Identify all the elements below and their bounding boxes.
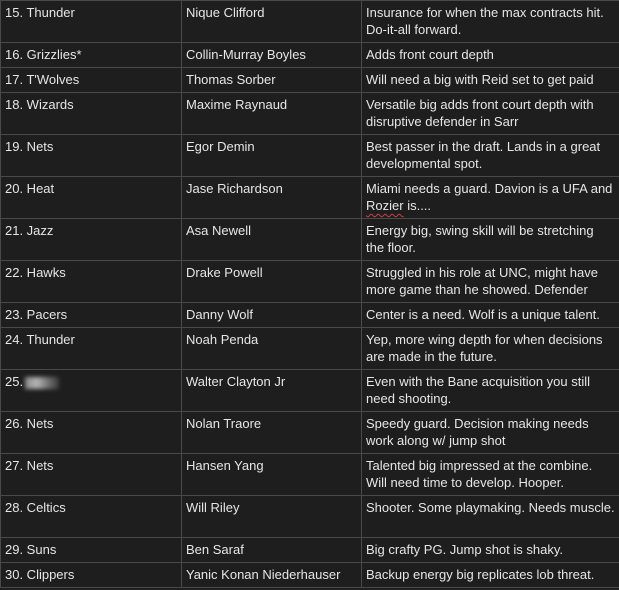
pick-cell[interactable]: 20. Heat: [1, 177, 182, 219]
redacted-team-blur: [25, 377, 59, 389]
player-cell[interactable]: Will Riley: [182, 496, 362, 538]
table-row: [1, 454, 619, 496]
player-cell[interactable]: Danny Wolf: [182, 303, 362, 328]
note-cell[interactable]: Speedy guard. Decision making needs work along w/ jump shot: [362, 412, 619, 454]
player-cell[interactable]: Hansen Yang: [182, 454, 362, 496]
pick-cell[interactable]: 30. Clippers: [1, 563, 182, 588]
pick-cell[interactable]: 21. Jazz: [1, 219, 182, 261]
pick-cell[interactable]: 16. Grizzlies*: [1, 43, 182, 68]
table-row: [1, 135, 619, 177]
player-cell[interactable]: Collin-Murray Boyles: [182, 43, 362, 68]
table-row: [1, 177, 619, 219]
table-row: [1, 43, 619, 68]
table-row: [1, 303, 619, 328]
table-row: [1, 68, 619, 93]
table-row: [1, 370, 619, 412]
player-cell[interactable]: Jase Richardson: [182, 177, 362, 219]
player-cell[interactable]: Ben Saraf: [182, 538, 362, 563]
pick-cell[interactable]: 27. Nets: [1, 454, 182, 496]
note-cell[interactable]: Energy big, swing skill will be stretching the floor.: [362, 219, 619, 261]
note-cell[interactable]: Backup energy big replicates lob threat.: [362, 563, 619, 588]
player-cell[interactable]: Maxime Raynaud: [182, 93, 362, 135]
note-cell[interactable]: Even with the Bane acquisition you still need shooting.: [362, 370, 619, 412]
note-cell[interactable]: Will need a big with Reid set to get paid: [362, 68, 619, 93]
table-row: [1, 1, 619, 43]
pick-cell[interactable]: 29. Suns: [1, 538, 182, 563]
note-cell[interactable]: Center is a need. Wolf is a unique talent.: [362, 303, 619, 328]
player-cell[interactable]: Asa Newell: [182, 219, 362, 261]
table-row: [1, 328, 619, 370]
pick-cell[interactable]: 18. Wizards: [1, 93, 182, 135]
pick-cell[interactable]: [1, 370, 182, 412]
pick-cell[interactable]: 19. Nets: [1, 135, 182, 177]
player-cell[interactable]: Drake Powell: [182, 261, 362, 303]
player-cell[interactable]: Nolan Traore: [182, 412, 362, 454]
note-cell[interactable]: Big crafty PG. Jump shot is shaky.: [362, 538, 619, 563]
table-row: [1, 93, 619, 135]
note-cell[interactable]: Best passer in the draft. Lands in a great developmental spot.: [362, 135, 619, 177]
note-cell[interactable]: Talented big impressed at the combine. Will need time to develop. Hooper.: [362, 454, 619, 496]
pick-cell[interactable]: 26. Nets: [1, 412, 182, 454]
table-row: [1, 538, 619, 563]
player-cell[interactable]: Nique Clifford: [182, 1, 362, 43]
note-text: is....: [403, 198, 432, 213]
table-row: [1, 563, 619, 588]
pick-cell[interactable]: 15. Thunder: [1, 1, 182, 43]
pick-cell[interactable]: 24. Thunder: [1, 328, 182, 370]
note-text: Miami needs a guard. Davion is a UFA and: [366, 181, 613, 196]
note-cell[interactable]: Insurance for when the max contracts hit. Do-it-all forward.: [362, 1, 619, 43]
player-cell[interactable]: Thomas Sorber: [182, 68, 362, 93]
note-cell[interactable]: Versatile big adds front court depth with disruptive defender in Sarr: [362, 93, 619, 135]
pick-cell[interactable]: 28. Celtics: [1, 496, 182, 538]
table-row: [1, 412, 619, 454]
table-row: [1, 261, 619, 303]
player-cell[interactable]: Egor Demin: [182, 135, 362, 177]
player-cell[interactable]: Yanic Konan Niederhauser: [182, 563, 362, 588]
pick-cell[interactable]: 23. Pacers: [1, 303, 182, 328]
table-row: [1, 496, 619, 538]
pick-cell[interactable]: 17. T'Wolves: [1, 68, 182, 93]
note-cell[interactable]: Yep, more wing depth for when decisions are made in the future.: [362, 328, 619, 370]
player-cell[interactable]: Walter Clayton Jr: [182, 370, 362, 412]
pick-cell[interactable]: 22. Hawks: [1, 261, 182, 303]
note-cell[interactable]: Adds front court depth: [362, 43, 619, 68]
note-cell[interactable]: Struggled in his role at UNC, might have more game than he showed. Defender: [362, 261, 619, 303]
note-cell[interactable]: [362, 177, 619, 219]
note-cell[interactable]: Shooter. Some playmaking. Needs muscle.: [362, 496, 619, 538]
pick-number: 25.: [5, 374, 24, 389]
table-row: [1, 219, 619, 261]
player-cell[interactable]: Noah Penda: [182, 328, 362, 370]
spellcheck-word[interactable]: Rozier: [366, 198, 404, 213]
